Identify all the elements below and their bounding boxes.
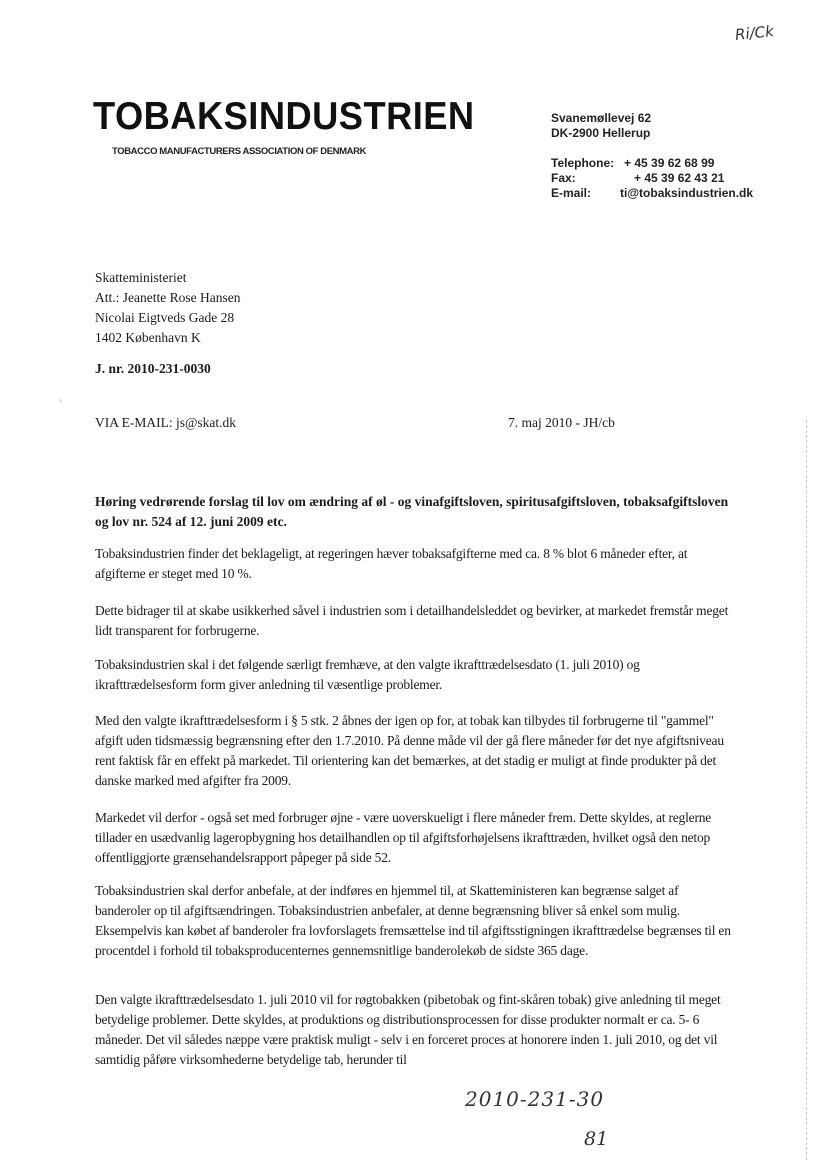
address-street: Svanemøllevej 62 — [551, 111, 652, 125]
handwritten-initials: Ri/Ck — [734, 22, 775, 44]
fax-label: Fax: — [551, 171, 576, 185]
recipient-line: Nicolai Eigtveds Gade 28 — [95, 310, 235, 325]
body-paragraph: Tobaksindustrien skal i det følgende særligt fremhæve, at den valgte ikrafttrædelsesdato (1. juli 2010) og ikrafttrædelsesform form giver anledning til væsentlige problemer. — [95, 657, 640, 692]
letter-subject: Høring vedrørende forslag til lov om ændring af øl - og vinafgiftsloven, spiritusafgiftsloven, tobaksafgiftsloven og lov nr. 524 af 12. juni 2009 etc. — [95, 494, 729, 529]
email-label: E-mail: — [551, 186, 592, 200]
body-paragraph: Tobaksindustrien skal derfor anbefale, at der indføres en hjemmel til, at Skatteministeren kan begrænse salget af banderoler op til afgiftsændringen. Tobaksindustrien anbefaler, at denne begrænsning bliver så enkel som mulig. Eksempelvis kan købet af banderoler fra lovforslagets fremsættelse ind til afgiftsstigningen ikrafttrædelse begrænses til en procentdel i forhold til tobaksproducenternes gennemsnitlige banderolekøb de sidste 365 dage. — [95, 883, 731, 958]
scan-mark: ' — [60, 398, 62, 408]
telephone-value: + 45 39 62 68 99 — [624, 156, 715, 170]
address-city: DK-2900 Hellerup — [551, 126, 651, 140]
scan-edge-line — [806, 420, 808, 1160]
sender-contact — [551, 156, 781, 201]
fax-row — [551, 171, 781, 186]
handwritten-case-number: 2010-231-30 — [465, 1087, 605, 1111]
recipient-address — [95, 268, 240, 348]
body-paragraph: Markedet vil derfor - også set med forbruger øjne - være uoverskueligt i flere måneder frem. Dette skyldes, at reglerne tillader en usædvanlig lageropbygning hos detailhandlen op til afgiftsforhøjelsens ikrafttræden, hvilket også den netop offentliggjorte grænsehandelsrapport påpeger på side 52. — [95, 810, 712, 865]
letterhead-logo: TOBAKSINDUSTRIEN — [93, 95, 475, 138]
email-value: ti@tobaksindustrien.dk — [620, 186, 754, 200]
sender-address — [551, 111, 651, 141]
journal-number: J. nr. 2010-231-0030 — [95, 361, 211, 376]
telephone-label: Telephone: — [551, 156, 615, 170]
recipient-line: Skatteministeriet — [95, 270, 187, 285]
letterhead-tagline: TOBACCO MANUFACTURERS ASSOCIATION OF DENMARK — [112, 146, 367, 157]
telephone-row — [551, 156, 781, 171]
body-paragraph: Tobaksindustrien finder det beklageligt, at regeringen hæver tobaksafgifterne med ca. 8 % blot 6 måneder efter, at afgifterne er steget med 10 %. — [95, 546, 688, 581]
recipient-line: 1402 København K — [95, 330, 201, 345]
recipient-line: Att.: Jeanette Rose Hansen — [95, 290, 241, 305]
body-paragraph: Med den valgte ikrafttrædelsesform i § 5 stk. 2 åbnes der igen op for, at tobak kan tilbydes til forbrugerne til "gammel" afgift uden tidsmæssig begrænsning efter den 1.7.2010. På denne måde vil der gå flere måneder før det nye afgiftsniveau rent faktisk får en effekt på markedet. Til orientering kan det bemærkes, at det stadig er muligt at finde produkter på det danske marked med afgifter fra 2009. — [95, 713, 724, 788]
letter-date: 7. maj 2010 - JH/cb — [508, 415, 615, 430]
email-row — [551, 186, 781, 201]
fax-value: + 45 39 62 43 21 — [634, 171, 725, 185]
body-paragraph: Dette bidrager til at skabe usikkerhed såvel i industrien som i detailhandelsleddet og bevirker, at markedet fremstår meget lidt transparent for forbrugerne. — [95, 603, 729, 638]
handwritten-page-number: 81 — [584, 1128, 609, 1150]
via-email: VIA E-MAIL: js@skat.dk — [95, 415, 237, 430]
body-paragraph: Den valgte ikrafttrædelsesdato 1. juli 2010 vil for røgtobakken (pibetobak og fint-skåren tobak) give anledning til meget betydelige problemer. Dette skyldes, at produktions og distributionsprocessen for disse produkter normalt er ca. 5- 6 måneder. Det vil således næppe være praktisk muligt - selv i en forceret proces at honorere inden 1. juli 2010, og det vil samtidig påføre virksomhederne betydelige tab, herunder til — [95, 992, 721, 1067]
